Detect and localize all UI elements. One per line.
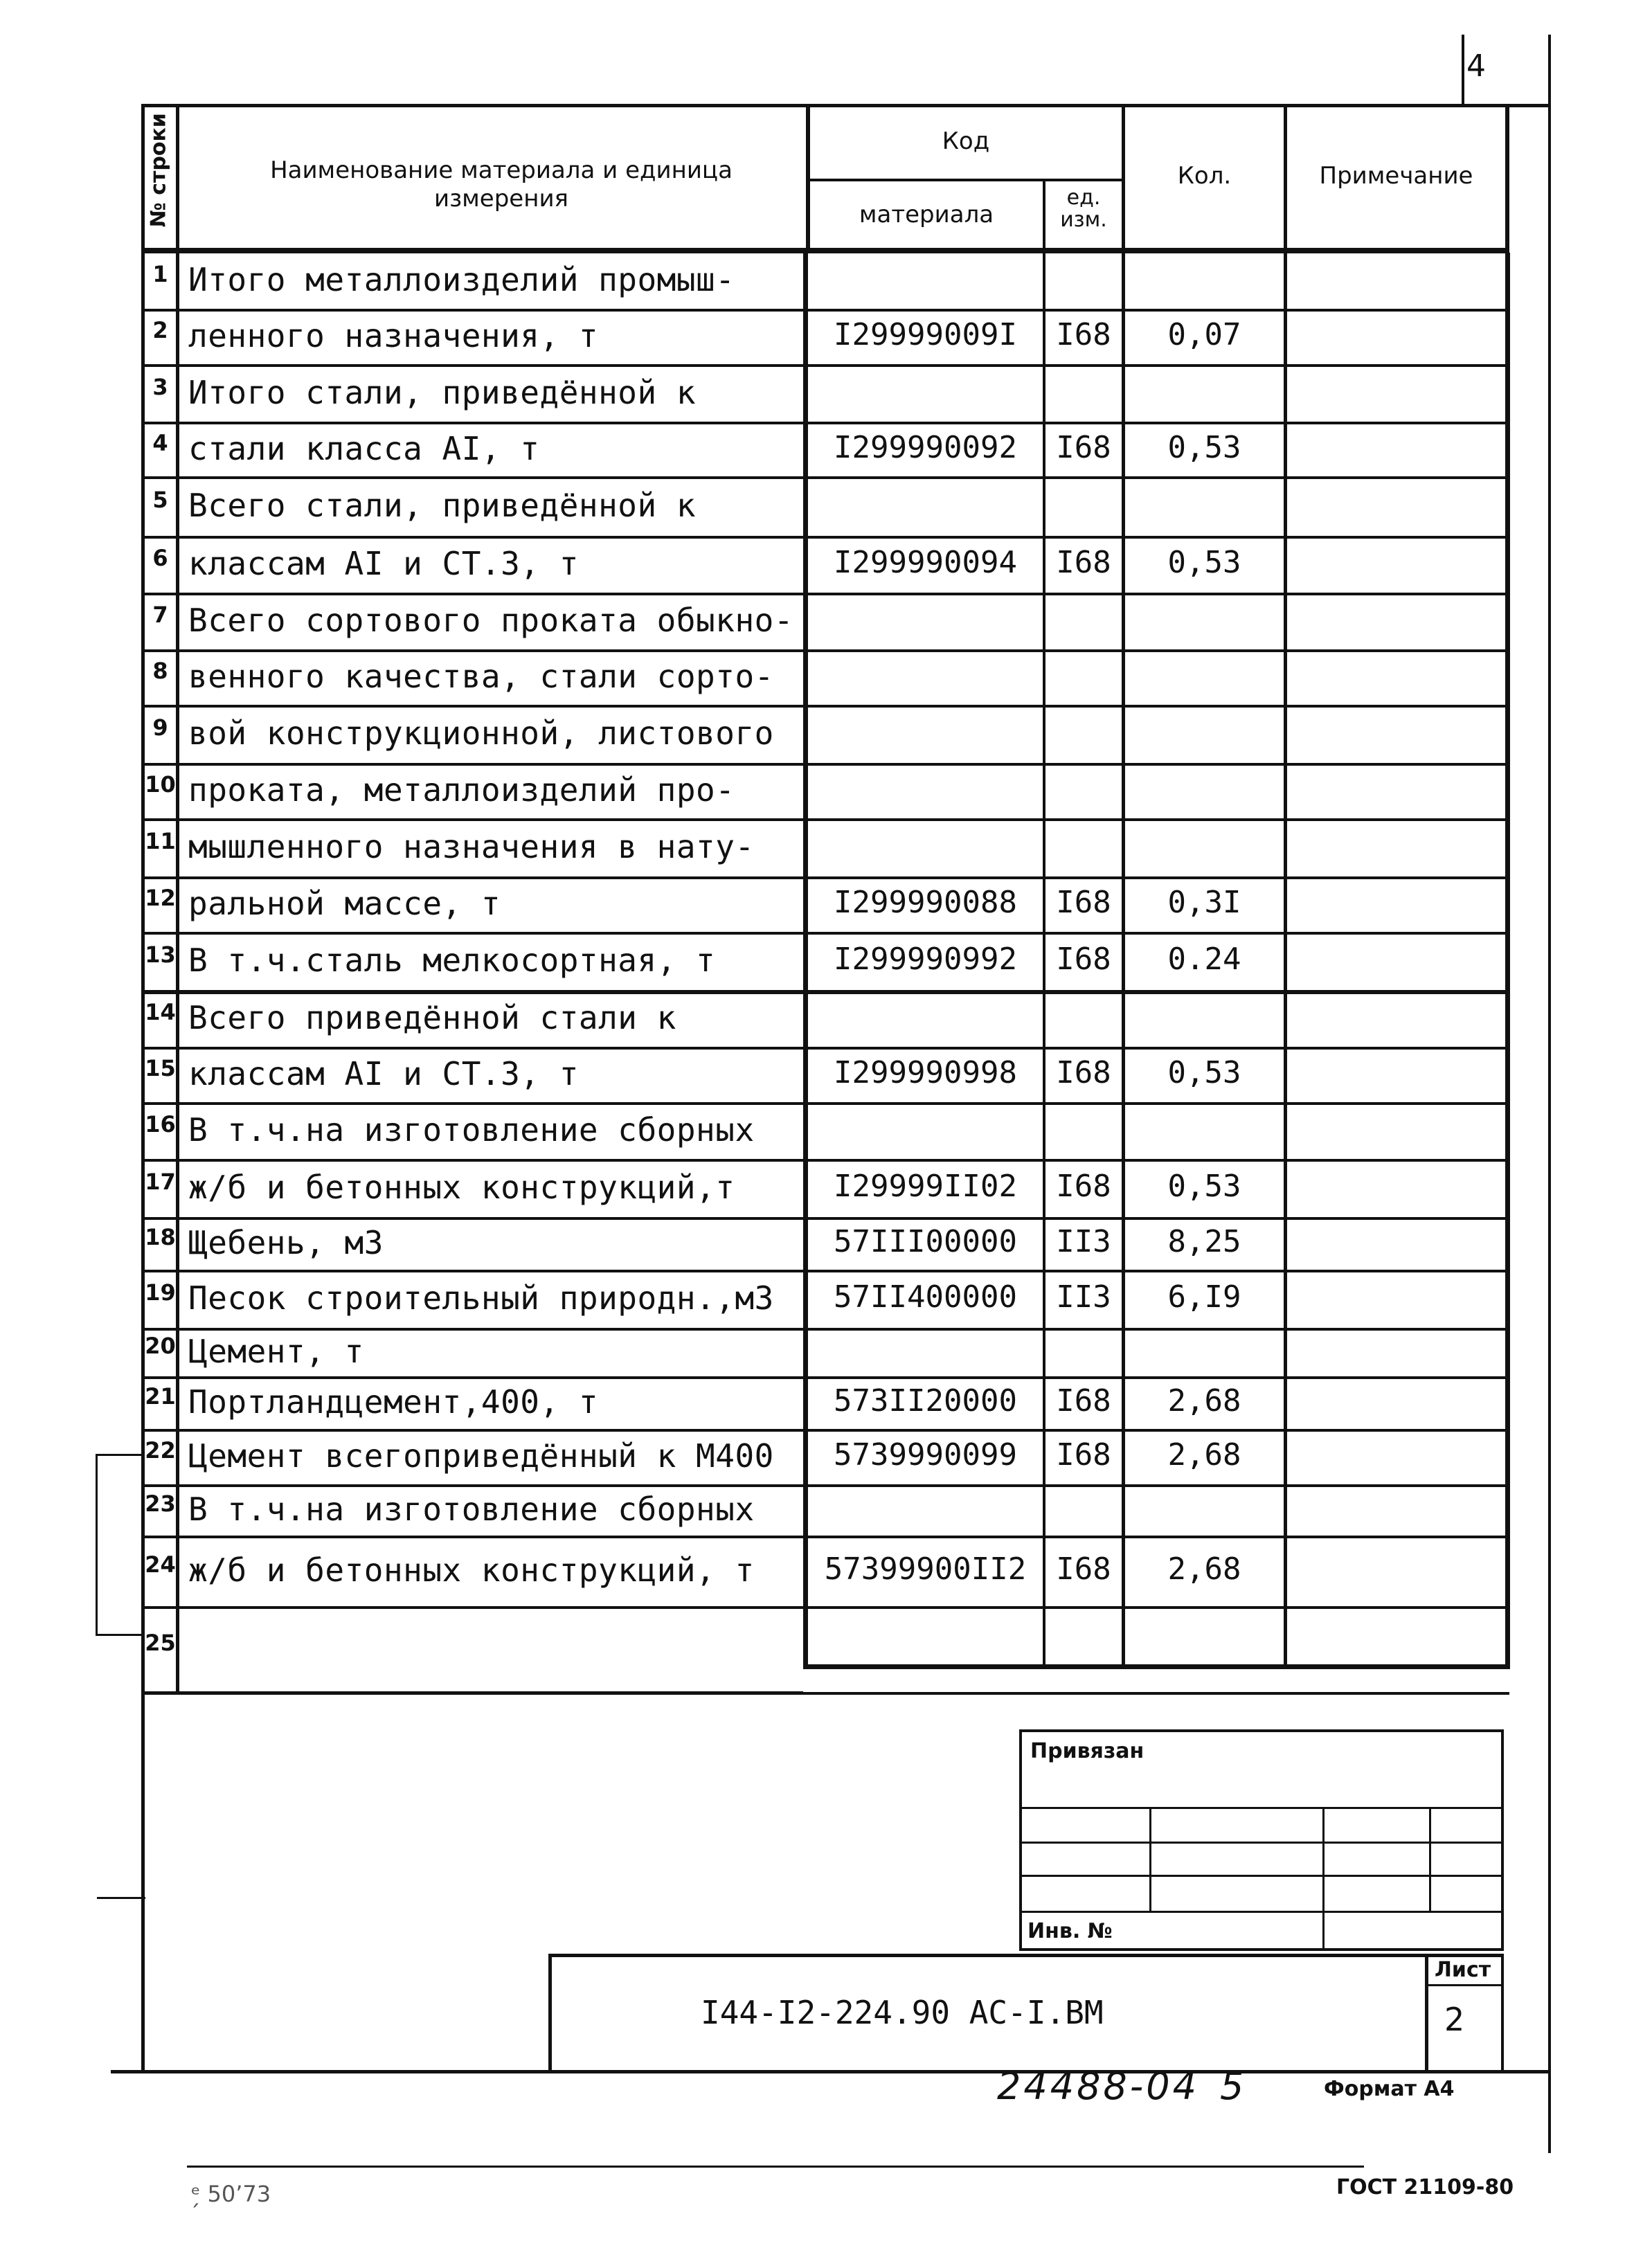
row-number: 23	[145, 1491, 176, 1517]
row-material-name: Всего приведённой стали к	[188, 999, 676, 1036]
row-number: 19	[145, 1279, 176, 1306]
title-block-right	[1501, 1954, 1504, 2071]
row-quantity: 0,53	[1167, 429, 1241, 465]
row-number: 1	[152, 260, 168, 287]
row-material-name: Цемент, т	[188, 1333, 364, 1370]
table-header: № строки Наименование материала и единица измерения Код материала ед. изм. Кол. Примечание	[141, 104, 1509, 253]
row-unit-code: II3	[1056, 1224, 1111, 1259]
header-bottom-border	[141, 248, 1509, 253]
format-label: Формат А4	[1324, 2077, 1455, 2101]
row-material-name: Итого стали, приведённой к	[188, 373, 697, 411]
col-note-divider	[1284, 253, 1287, 1668]
row-number: 9	[152, 714, 168, 741]
row-unit-code: I68	[1056, 429, 1111, 465]
row-material-code: I29999009I	[834, 317, 1017, 352]
row-number: 10	[145, 771, 176, 798]
binding-strip-bottom	[97, 1897, 145, 1899]
row-number: 3	[152, 373, 168, 400]
row-material-code: I29999II02	[834, 1169, 1017, 1204]
row-unit-code: I68	[1056, 317, 1111, 352]
binding-strip-left	[96, 1454, 98, 1634]
header-qty-label: Кол.	[1177, 162, 1232, 190]
row-material-code: 57399900II2	[824, 1551, 1027, 1587]
header-code-label: Код	[942, 127, 990, 155]
stamp-block	[1019, 1729, 1504, 1951]
stamp-col-1	[1149, 1807, 1151, 1911]
row-separator	[141, 1606, 1509, 1609]
row-quantity: 2,68	[1167, 1437, 1241, 1473]
bottom-left-mark: ᵉ̗ 50ʼ73	[191, 2181, 271, 2207]
row-number: 15	[145, 1055, 176, 1081]
row-separator	[141, 932, 1509, 935]
row-material-code: I299990094	[834, 545, 1017, 580]
row-material-code: 5739990099	[834, 1437, 1017, 1473]
stamp-right	[1501, 1729, 1504, 1951]
row-separator	[141, 1536, 1509, 1538]
row-separator	[141, 1376, 1509, 1379]
binding-strip-mid	[96, 1634, 144, 1636]
row-separator	[141, 1159, 1509, 1162]
title-block-top	[548, 1954, 1504, 1957]
row-quantity: 0.24	[1167, 942, 1241, 977]
header-unit-label-2: изм.	[1060, 208, 1107, 232]
row-material-name: Всего сортового проката обыкно-	[188, 602, 794, 639]
row-separator	[141, 593, 1509, 595]
header-material-label: материала	[859, 201, 994, 228]
row-number: 16	[145, 1111, 176, 1137]
row-unit-code: I68	[1056, 1551, 1111, 1587]
row-material-name: мышленного назначения в нату-	[188, 828, 755, 865]
row-material-code: I299990088	[834, 885, 1017, 920]
row-quantity: 0,53	[1167, 1055, 1241, 1090]
row-material-name: классам AI и СТ.3, т	[188, 1055, 579, 1092]
row-material-name: Щебень, м3	[188, 1224, 384, 1261]
col-right-border	[1505, 253, 1510, 1668]
title-block-left	[548, 1954, 552, 2071]
row-material-name: Песок строительный природн.,м3	[188, 1279, 774, 1317]
row-number: 21	[145, 1383, 176, 1410]
header-unit-label-1: ед.	[1066, 186, 1101, 210]
row-unit-code: I68	[1056, 1437, 1111, 1473]
stamp-col-2	[1322, 1807, 1325, 1951]
row-separator	[141, 705, 1509, 708]
row-number: 4	[152, 429, 168, 456]
row-unit-code: I68	[1056, 1055, 1111, 1090]
row-material-name: вой конструкционной, листового	[188, 714, 774, 752]
title-block-sheet-line	[1425, 1984, 1504, 1986]
row-number: 20	[145, 1333, 176, 1359]
row-material-name: ж/б и бетонных конструкций, т	[188, 1551, 755, 1589]
row-separator	[141, 763, 1509, 766]
row-number: 6	[152, 545, 168, 571]
row-separator	[141, 1047, 1509, 1050]
row-number: 18	[145, 1224, 176, 1250]
gost-label: ГОСТ 21109-80	[1336, 2175, 1514, 2199]
row-separator	[141, 876, 1509, 879]
stamp-inv-label: Инв. №	[1027, 1919, 1113, 1943]
title-block	[548, 1954, 1504, 2071]
row-separator	[141, 1328, 1509, 1331]
row-number: 5	[152, 487, 168, 513]
row-material-code: 573II20000	[834, 1383, 1017, 1419]
sheet-value: 2	[1444, 2001, 1465, 2038]
binding-strip-top	[96, 1454, 144, 1456]
stamp-line-1	[1019, 1807, 1504, 1809]
header-name-label: Наименование материала и единица измерения	[270, 156, 733, 213]
frame-right-border	[1548, 35, 1551, 2153]
row-material-code: I299990998	[834, 1055, 1017, 1090]
header-code-split	[806, 179, 1124, 181]
row-material-name: В т.ч.сталь мелкосортная, т	[188, 942, 716, 979]
row-unit-code: I68	[1056, 885, 1111, 920]
row-quantity: 2,68	[1167, 1551, 1241, 1587]
col-code-left-border	[803, 253, 808, 1668]
row-separator	[141, 476, 1509, 479]
header-right-divider	[1505, 104, 1509, 253]
stamp-privyazan-label: Привязан	[1030, 1739, 1144, 1763]
row-separator	[141, 1484, 1509, 1487]
row-material-name: проката, металлоизделий про-	[188, 771, 735, 809]
row-quantity: 0,07	[1167, 317, 1241, 352]
header-note-label: Примечание	[1319, 162, 1473, 190]
row-unit-code: I68	[1056, 1383, 1111, 1419]
row-number: 25	[145, 1629, 176, 1656]
row-separator	[141, 1691, 803, 1694]
stamp-top	[1019, 1729, 1504, 1732]
stamp-col-3	[1429, 1807, 1431, 1911]
row-number: 17	[145, 1169, 176, 1195]
page-number-box-divider	[1462, 35, 1464, 104]
row-quantity: 0,53	[1167, 545, 1241, 580]
footer-bottom-line	[187, 2166, 1364, 2168]
row-separator	[141, 1270, 1509, 1272]
row-number: 13	[145, 942, 176, 968]
title-block-sheet-divider	[1425, 1954, 1428, 2071]
stamp-line-5	[1019, 1948, 1504, 1951]
stamp-line-3	[1019, 1875, 1504, 1877]
row-quantity: 2,68	[1167, 1383, 1241, 1419]
header-rowno-divider	[176, 104, 179, 253]
row-separator	[141, 818, 1509, 821]
row-material-name: В т.ч.на изготовление сборных	[188, 1491, 755, 1528]
row-separator	[141, 1102, 1509, 1105]
stamp-line-2	[1019, 1842, 1504, 1844]
row-material-code: 57III00000	[834, 1224, 1017, 1259]
row-material-name: ж/б и бетонных конструкций,т	[188, 1169, 735, 1206]
row-material-name: ральной массе, т	[188, 885, 501, 922]
row-quantity: 0,53	[1167, 1169, 1241, 1204]
row-unit-code: I68	[1056, 1169, 1111, 1204]
row-number: 11	[145, 828, 176, 854]
row-material-code: I299990092	[834, 429, 1017, 465]
row-material-name: стали класса AI, т	[188, 429, 540, 467]
row-number: 8	[152, 658, 168, 684]
table-bottom-border	[803, 1664, 1510, 1669]
row-separator	[141, 1217, 1509, 1220]
handwritten-inventory-suffix: 5	[1220, 2064, 1247, 2108]
row-quantity: 0,3I	[1167, 885, 1241, 920]
row-number: 14	[145, 999, 176, 1025]
row-material-name: Цемент всегоприведённый к М400	[188, 1437, 774, 1475]
col-rowno-divider	[176, 253, 179, 1693]
stamp-left	[1019, 1729, 1022, 1951]
row-separator	[141, 364, 1509, 367]
row-number: 22	[145, 1437, 176, 1464]
row-material-name: классам AI и СТ.3, т	[188, 545, 579, 582]
row-material-name: Итого металлоизделий промыш-	[188, 260, 735, 298]
handwritten-inventory-number: 24488-04	[997, 2064, 1199, 2108]
row-unit-code: II3	[1056, 1279, 1111, 1315]
row-separator	[141, 309, 1509, 312]
row-material-code: 57II400000	[834, 1279, 1017, 1315]
row-separator	[141, 536, 1509, 539]
row-number: 12	[145, 885, 176, 911]
page-number: 4	[1466, 48, 1486, 84]
stamp-line-4	[1019, 1911, 1504, 1913]
row-material-code: I299990992	[834, 942, 1017, 977]
row-material-name: Всего стали, приведённой к	[188, 487, 697, 524]
row-material-name: Портландцемент,400, т	[188, 1383, 599, 1421]
row-quantity: 6,I9	[1167, 1279, 1241, 1315]
row-number: 24	[145, 1551, 176, 1578]
row-number: 7	[152, 602, 168, 628]
row-unit-code: I68	[1056, 942, 1111, 977]
row-material-name: венного качества, стали сорто-	[188, 658, 774, 695]
row-material-name: ленного назначения, т	[188, 317, 599, 354]
sheet-label: Лист	[1435, 1958, 1491, 1982]
row-separator	[141, 422, 1509, 424]
row-quantity: 8,25	[1167, 1224, 1241, 1259]
row-separator	[141, 649, 1509, 652]
row-separator	[141, 990, 1509, 994]
document-code: I44-I2-224.90 АС-I.ВМ	[701, 1994, 1104, 2031]
row-number: 2	[152, 317, 168, 343]
row-separator	[141, 1429, 1509, 1432]
row-unit-code: I68	[1056, 545, 1111, 580]
row-material-name: В т.ч.на изготовление сборных	[188, 1111, 755, 1149]
